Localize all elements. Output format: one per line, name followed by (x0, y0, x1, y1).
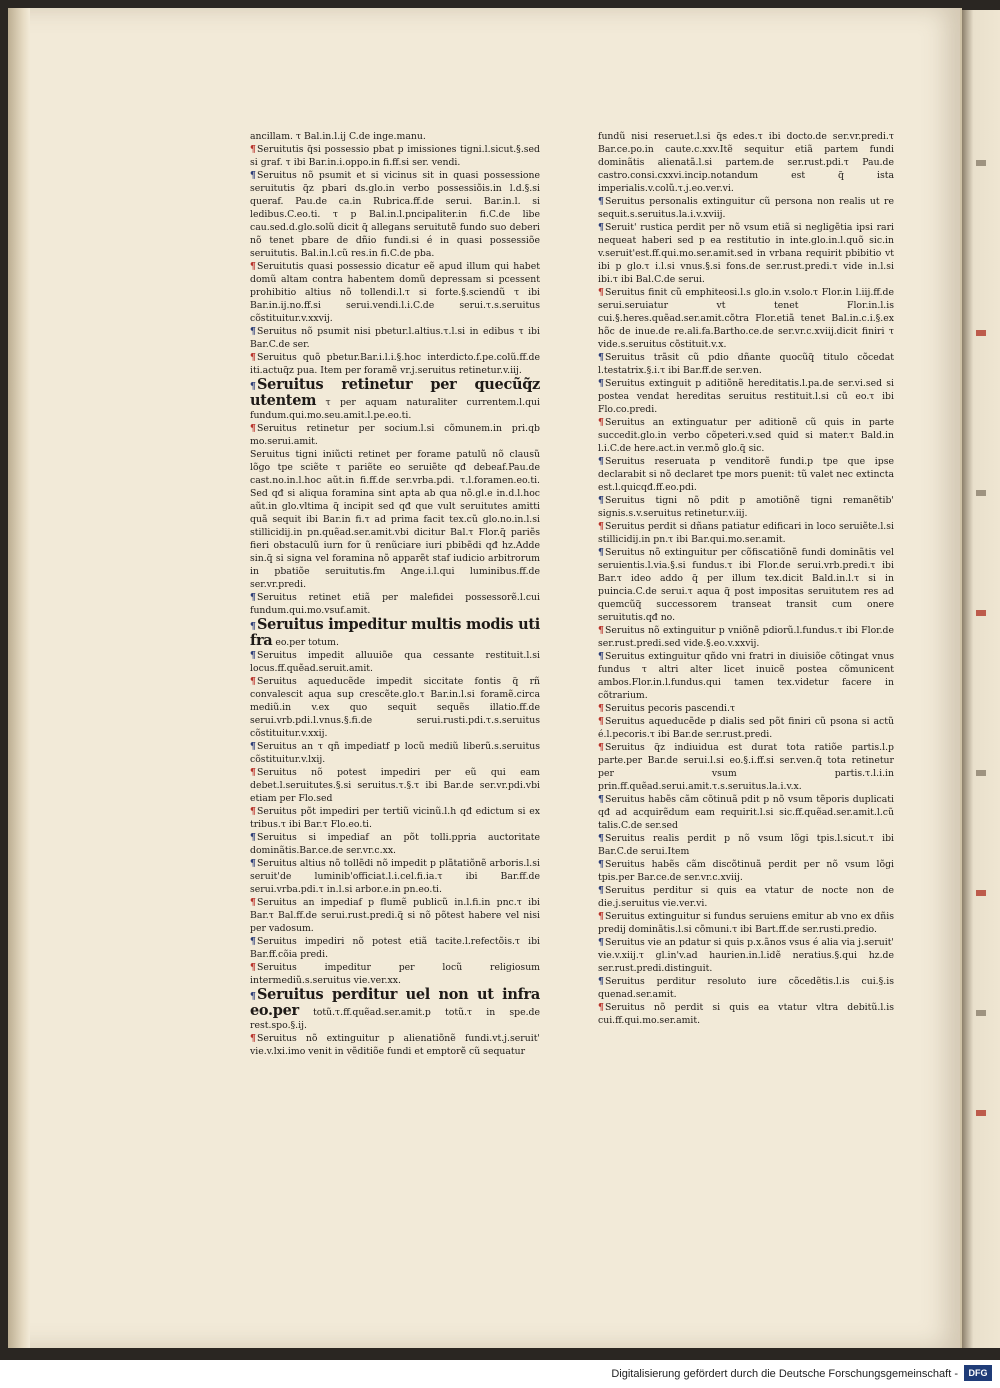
text-entry (598, 351, 894, 377)
text-entry (598, 416, 894, 455)
paragraph-mark-icon: ¶ (598, 651, 604, 662)
text-entry (598, 832, 894, 858)
section-heading-entry (250, 987, 540, 1032)
paragraph-mark-icon: ¶ (250, 991, 256, 1002)
entry-text: Seruitus aqueducẽde impedit siccitate fontis q̃ rñ convalescit aqua sup crescẽte.glo.τ Bar.in.l.si foramẽ.circa mediũ.in v.ex quo sequit sequẽs illatio.ff.de serui.vrb.pdi.l.vnus.§.fi.de serui.rusti.pdi.τ.s.seruitus cõstituitur.v.xxij. (250, 676, 540, 739)
footer-bar (0, 1360, 1000, 1388)
heading-text: Seruitus retinetur per quecũq̃z utentem (250, 376, 540, 409)
entry-text: Seruitutis quasi possessio dicatur eẽ apud illum qui habet domũ altam contra habentem domũ depressam si pcessent prohibitio altius nõ tollendi.l.τ si forte.§.sciendũ τ ibi Bar.in.ij.no.ff.si serui.vendi.l.i.C.de serui.τ.s.seruitus cõstituitur.v.xxvij. (250, 261, 540, 324)
heading-text: Seruitus impeditur multis modis uti fra (250, 616, 540, 649)
paragraph-mark-icon: ¶ (598, 742, 604, 753)
paragraph-mark-icon: ¶ (250, 352, 256, 363)
entry-text: Seruitus vie an pdatur si quis p.x.ãnos vsus é alia via j.seruit' vie.v.xiij.τ gl.in'v.ad haurien.in.l.idẽ neratius.§.qui hz.de ser.rust.predi.distinguit. (598, 937, 894, 974)
heading-continuation: τ per aquam naturaliter currentem.l.qui fundum.qui.mo.seu.amit.l.pe.eo.ti. (250, 397, 540, 421)
entry-text: Seruitus extinguit p aditiõnẽ hereditatis.l.pa.de ser.vi.sed si postea vendat hereditas seruitus restituit.l.si cũ eo.τ ibi Flo.co.predi. (598, 378, 894, 415)
text-entry (598, 546, 894, 624)
paragraph-mark-icon: ¶ (250, 962, 256, 973)
paragraph-mark-icon: ¶ (250, 326, 256, 337)
text-entry (598, 624, 894, 650)
text-entry (598, 377, 894, 416)
paragraph-mark-icon: ¶ (250, 592, 256, 603)
text-entry (250, 675, 540, 740)
paragraph-mark-icon: ¶ (250, 832, 256, 843)
text-entry (598, 195, 894, 221)
entry-text: Seruitus nõ psumit nisi pbetur.l.altius.τ.l.si in edibus τ ibi Bar.C.de ser. (250, 326, 540, 350)
edge-ink-mark (976, 890, 986, 896)
paragraph-mark-icon: ¶ (598, 716, 604, 727)
entry-text: Seruitus nõ extinguitur p alienatiõnẽ fundi.vt.j.seruit' vie.v.lxi.imo venit in vẽditiõe fundi et emptorẽ cũ sequatur (250, 1033, 540, 1057)
text-entry (598, 975, 894, 1001)
entry-text: Seruitus põt impediri per tertiũ vicinũ.l.h qđ edictum si ex tribus.τ ibi Bar.τ Flo.eo.ti. (250, 806, 540, 830)
paragraph-mark-icon: ¶ (250, 741, 256, 752)
entry-text: Seruitus pecoris pascendi.τ (605, 703, 736, 714)
paragraph-mark-icon: ¶ (250, 144, 256, 155)
text-entry (598, 702, 894, 715)
entry-text: Seruitus habẽs cãm cõtinuã pdit p nõ vsum tẽporis duplicati qđ ad acquirẽdum eam requirit.l.si sic.ff.quẽad.ser.amit.l.cũ talis.C.de ser.sed (598, 794, 894, 831)
text-entry (598, 650, 894, 702)
text-entry (250, 961, 540, 987)
entry-text: Seruitus nõ perdit si quis ea vtatur vltra debitũ.l.is cui.ff.qui.mo.ser.amit. (598, 1002, 894, 1026)
page-edge (8, 8, 30, 1348)
paragraph-mark-icon: ¶ (250, 936, 256, 947)
paragraph-mark-icon: ¶ (250, 381, 256, 392)
text-entry (598, 858, 894, 884)
paragraph-mark-icon: ¶ (598, 885, 604, 896)
text-entry (598, 741, 894, 793)
paragraph-mark-icon: ¶ (598, 937, 604, 948)
paragraph-mark-icon: ¶ (250, 1033, 256, 1044)
paragraph-mark-icon: ¶ (250, 423, 256, 434)
entry-text: Seruitus aqueducẽde p dialis sed põt finiri cũ psona si actũ é.l.pecoris.τ ibi Bar.de ser.rust.predi. (598, 716, 894, 740)
footer-credit: Digitalisierung gefördert durch die Deutsche Forschungsgemeinschaft - (611, 1368, 958, 1380)
heading-text: Seruitus perditur uel non ut infra eo.per (250, 986, 540, 1019)
entry-text: Seruitus nõ extinguitur p vniõnẽ pdiorũ.l.fundus.τ ibi Flor.de ser.rust.predi.sed vide.§.eo.v.xxvij. (598, 625, 894, 649)
section-heading-entry (250, 617, 540, 649)
entry-text: Seruitus habẽs cãm discõtinuã perdit per nõ vsum lõgi tpis.per Bar.ce.de ser.vr.c.xviij. (598, 859, 894, 883)
text-entry (250, 448, 540, 591)
entry-text: Seruitus trãsit cũ pdio dñante quocũq̃ titulo cõcedat l.testatrix.§.i.τ ibi Bar.ff.de ser.ven. (598, 352, 894, 376)
paragraph-mark-icon: ¶ (598, 625, 604, 636)
paragraph-mark-icon: ¶ (598, 859, 604, 870)
left-column (250, 130, 540, 1058)
paragraph-mark-icon: ¶ (598, 287, 604, 298)
paragraph-mark-icon: ¶ (598, 417, 604, 428)
paragraph-mark-icon: ¶ (598, 703, 604, 714)
entry-text: Seruitus finit cũ emphiteosi.l.s glo.in v.solo.τ Flor.in l.iij.ff.de serui.seruiatur vt tenet Flor.in.l.is cui.§.heres.quẽad.ser.amit.cõtra Flor.etiã tenet Bal.in.c.i.§.ex hõc de inue.de re.ali.fa.Bartho.ce.de ser.vr.c.xviij.dicit finiri τ vide.s.seruitus cõstituit.v.x. (598, 287, 894, 350)
text-entry (250, 325, 540, 351)
entry-text: Seruit' rustica perdit per nõ vsum etiã si negligẽtia ipsi rari nequeat haberi sed p ea restitutio in inte.glo.in.l.quõ sic.in v.seruit'est.ff.qui.mo.ser.amit.sed in vrbana requirit pbibitio vt ibi p glo.τ i.l.si vnus.§.si fons.de ser.rust.predi.τ vide in.l.si ibi.τ ibi Bal.C.de serui. (598, 222, 894, 285)
text-entry (598, 455, 894, 494)
paragraph-mark-icon: ¶ (250, 858, 256, 869)
paragraph-mark-icon: ¶ (598, 521, 604, 532)
text-entry (598, 130, 894, 195)
text-entry (598, 910, 894, 936)
text-entry (250, 896, 540, 935)
text-entry (598, 793, 894, 832)
text-entry (250, 260, 540, 325)
paragraph-mark-icon: ¶ (598, 911, 604, 922)
paragraph-mark-icon: ¶ (250, 170, 256, 181)
entry-text: Seruitus realis perdit p nõ vsum lõgi tpis.l.sicut.τ ibi Bar.C.de serui.Item (598, 833, 894, 857)
paragraph-mark-icon: ¶ (598, 352, 604, 363)
entry-text: Seruitus reseruata p venditorẽ fundi.p tpe que ipse declarabit si nõ declaret tpe mors puenit: tũ valet nec extincta est.l.quicqđ.ff.eo.pdi. (598, 456, 894, 493)
text-entry (598, 494, 894, 520)
entry-text: Seruitus nõ extinguitur per cõfiscatiõnẽ fundi dominãtis vel seruientis.l.via.§.si fundus.τ ibi Flor.de serui.vrb.predi.τ ibi Bar.τ ideo addo q̃ per illum tex.dicit Bald.in.l.τ si in puincia.C.de serui.τ aqua q̃ post impositas seruitutem res ad quemcũq̃ successorem transeat transit cum onere seruitutis.qđ no. (598, 547, 894, 623)
entry-text: Seruitus tigni nõ pdit p amotiõnẽ tigni remanẽtib' signis.s.v.seruitus retinetur.v.iij. (598, 495, 894, 519)
text-entry (598, 286, 894, 351)
entry-text: Seruitus an impediaf p flumẽ publicũ in.l.fi.in pnc.τ ibi Bar.τ Bal.ff.de serui.rust.predi.q̃ si nõ põtest habere vel nisi per vadosum. (250, 897, 540, 934)
text-entry (598, 884, 894, 910)
text-entry (250, 740, 540, 766)
text-entry (250, 935, 540, 961)
paragraph-mark-icon: ¶ (598, 976, 604, 987)
entry-text: Seruitus impediri nõ potest etiã tacite.l.refectõis.τ ibi Bar.ff.cõia predi. (250, 936, 540, 960)
edge-ink-mark (976, 160, 986, 166)
entry-text: ancillam. τ Bal.in.l.ij C.de inge.manu. (250, 131, 426, 142)
entry-text: Seruitus nõ potest impediri per eũ qui eam debet.l.seruitutes.§.si seruitus.τ.§.τ ibi Bar.de ser.vr.pdi.vbi etiam per Flo.sed (250, 767, 540, 804)
text-entry (598, 1001, 894, 1027)
entry-text: Seruitus q̃z indiuidua est durat tota ratiõe partis.l.p parte.per Bar.de serui.l.si eo.§.i.ff.si ser.ven.q̃ tota retinetur per vsum partis.τ.l.i.in prin.ff.quẽad.serui.amit.τ.s.seruitus.la.i.v.x. (598, 742, 894, 792)
entry-text: Seruitus tigni iniũcti retinet per forame patulũ nõ clausũ lõgo tpe sciẽte τ pariẽte eo seruiẽte qđ debeaf.Pau.de cast.no.in.l.hoc aũt.in fi.ff.de ser.vrba.pdi. τ.l.foramen.eo.ti. Sed qđ si aliqua foramina sint apta ab qua nõ.gl.e in.d.l.hoc aũt.in glo.vltima q̃ incipit sed qđ que vult seruitutes amitti quã sequit ibi Bar.in fi.τ ad prima facit tex.cũ glo.no.in.l.si stillicidij.in pn.quẽad.ser.amit.vbi dicitur Bal.τ Flor.q̃ pariẽs fieri obstaculũ iurn for ũ renũciare iuri pbibẽdi qđ hz.Adde sin.q̃ si signa vel foramina nõ apparẽt staf iudicio arbitrorum in pbatiõe seruitutis.fm Ange.i.l.qui luminibus.ff.de ser.vr.predi. (250, 449, 540, 590)
text-entry (250, 857, 540, 896)
entry-text: Seruitus impedit alluuiõe qua cessante restituit.l.si locus.ff.quẽad.seruit.amit. (250, 650, 540, 674)
entry-text: Seruitus quõ pbetur.Bar.i.l.i.§.hoc interdicto.f.pe.colũ.ff.de iti.actuq̃z pua. Item per foramẽ vr.j.seruitus retinetur.v.iij. (250, 352, 540, 376)
text-entry (250, 351, 540, 377)
entry-text: Seruitus personalis extinguitur cũ persona non realis ut re sequit.s.seruitus.la.i.v.xviij. (598, 196, 894, 220)
text-entry (250, 831, 540, 857)
entry-text: fundũ nisi reseruet.l.si q̃s edes.τ ibi docto.de ser.vr.predi.τ Bar.ce.po.in caute.c.xxv.Itẽ sequitur etiã partem fundi dominãtis alienatã.l.si partem.de ser.rust.pdi.τ Pau.de castro.consi.cxxvi.incip.notandum est q̃ ista imperialis.v.colũ.τ.j.eo.ver.vi. (598, 131, 894, 194)
text-entry (250, 143, 540, 169)
entry-text: Seruitutis q̃si possessio pbat p imissiones tigni.l.sicut.§.sed si graf. τ ibi Bar.in.i.oppo.in fi.ff.si ser. vendi. (250, 144, 540, 168)
heading-continuation: totũ.τ.ff.quẽad.ser.amit.p totũ.τ in spe.de rest.spo.§.ij. (250, 1007, 540, 1031)
paragraph-mark-icon: ¶ (598, 547, 604, 558)
paragraph-mark-icon: ¶ (250, 650, 256, 661)
paragraph-mark-icon: ¶ (250, 261, 256, 272)
paragraph-mark-icon: ¶ (598, 794, 604, 805)
section-heading-entry (250, 377, 540, 422)
entry-text: Seruitus perdit si dñans patiatur edificari in loco seruiẽte.l.si stillicidij.in pn.τ ibi Bar.qui.mo.ser.amit. (598, 521, 894, 545)
entry-text: Seruitus an extinguatur per aditionẽ cũ quis in parte succedit.glo.in verbo cõpeteri.v.sed quid si mater.τ Bald.in l.i.C.de here.act.in ver.mõ glo.q̃ sic. (598, 417, 894, 454)
entry-text: Seruitus si impediaf an põt tolli.ppria auctoritate dominãtis.Bar.ce.de ser.vr.c.xx. (250, 832, 540, 856)
edge-ink-mark (976, 770, 986, 776)
paragraph-mark-icon: ¶ (598, 833, 604, 844)
entry-text: Seruitus perditur resoluto iure cõcedẽtis.l.is cui.§.is quenad.ser.amit. (598, 976, 894, 1000)
edge-ink-mark (976, 1110, 986, 1116)
text-entry (598, 221, 894, 286)
entry-text: Seruitus extinguitur si fundus seruiens emitur ab vno ex dñis predij dominãtis.l.si cõmuni.τ ibi Bart.ff.de ser.rusti.predio. (598, 911, 894, 935)
text-entry (250, 1032, 540, 1058)
adjacent-page-edge (962, 10, 1000, 1348)
dfg-logo: DFG (964, 1365, 992, 1381)
paragraph-mark-icon: ¶ (250, 767, 256, 778)
text-entry (250, 422, 540, 448)
paragraph-mark-icon: ¶ (598, 222, 604, 233)
entry-text: Seruitus an τ qñ impediatf p locũ mediũ liberũ.s.seruitus cõstituitur.v.lxij. (250, 741, 540, 765)
entry-text: Seruitus nõ psumit et si vicinus sit in quasi possessione seruitutis q̃z pbari ds.glo.in verbo possessiõis.in l.d.§.si queraf. Pau.de ca.in Rubrica.ff.de serui. Bar.in.l. si ledibus.C.eo.ti. τ p Bal.in.l.pncipaliter.in fi.C.de libe cau.sed.d.glo.solũ dicit q̃ allegans seruitutẽ fundo suo deberi nõ tenet pbare de dñio fundi.si é in quasi possessiõe seruitutis. Bal.in.l.cũ res.in fi.C.de pba. (250, 170, 540, 259)
text-entry (598, 715, 894, 741)
edge-ink-mark (976, 330, 986, 336)
paragraph-mark-icon: ¶ (598, 1002, 604, 1013)
edge-ink-mark (976, 490, 986, 496)
paragraph-mark-icon: ¶ (250, 806, 256, 817)
paragraph-mark-icon: ¶ (250, 621, 256, 632)
right-column (598, 130, 894, 1027)
text-entry (250, 805, 540, 831)
text-entry (250, 591, 540, 617)
paragraph-mark-icon: ¶ (598, 196, 604, 207)
text-entry (250, 169, 540, 260)
text-entry (250, 130, 540, 143)
edge-ink-mark (976, 1010, 986, 1016)
entry-text: Seruitus retinet etiã per malefidei possessorẽ.l.cui fundum.qui.mo.vsuf.amit. (250, 592, 540, 616)
text-entry (250, 766, 540, 805)
entry-text: Seruitus altius nõ tollẽdi nõ impedit p plãtatiõnẽ arboris.l.si seruit'de luminib'officiat.l.i.cel.fi.ia.τ ibi Bar.ff.de serui.vrba.pdi.τ in.l.si arbor.e.in pn.eo.ti. (250, 858, 540, 895)
paragraph-mark-icon: ¶ (250, 897, 256, 908)
edge-ink-mark (976, 610, 986, 616)
entry-text: Seruitus extinguitur qñdo vni fratri in diuisiõe cõtingat vnus fundus τ altri alter licet inuicẽ postea cõmunicent ambos.Flor.in.l.fundus.qui tamen tex.videtur facere in cõtrarium. (598, 651, 894, 701)
paragraph-mark-icon: ¶ (598, 456, 604, 467)
paragraph-mark-icon: ¶ (250, 676, 256, 687)
entry-text: Seruitus perditur si quis ea vtatur de nocte non de die.j.seruitus vie.ver.vi. (598, 885, 894, 909)
text-entry (598, 936, 894, 975)
text-entry (598, 520, 894, 546)
entry-text: Seruitus impeditur per locũ religiosum intermediũ.s.seruitus vie.ver.xx. (250, 962, 540, 986)
paragraph-mark-icon: ¶ (598, 378, 604, 389)
entry-text: Seruitus retinetur per socium.l.si cõmunem.in pri.qb mo.serui.amit. (250, 423, 540, 447)
text-entry (250, 649, 540, 675)
heading-continuation: eo.per totum. (275, 637, 339, 648)
paragraph-mark-icon: ¶ (598, 495, 604, 506)
